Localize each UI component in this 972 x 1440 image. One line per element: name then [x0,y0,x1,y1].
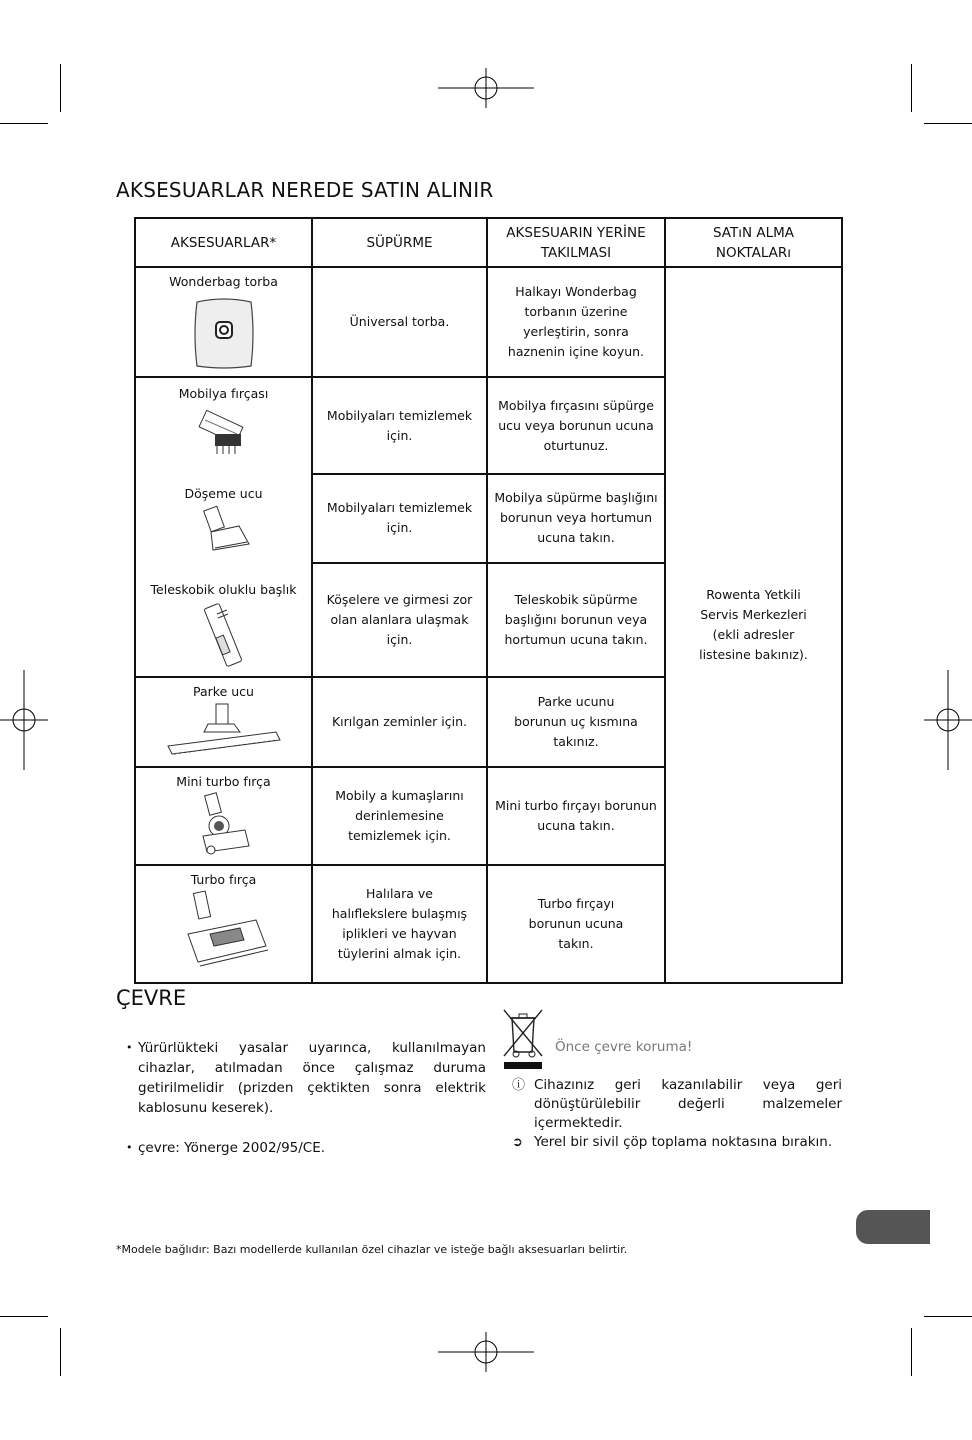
use-cell: Mobilyaları temizlemek için. [312,377,487,474]
arrow-right-icon: ➲ [512,1135,523,1150]
action-text: Yerel bir sivil çöp toplama noktasına bırakın. [534,1134,833,1150]
fit-cell: Turbo fırçayı borunun ucuna takın. [487,865,665,983]
info-icon: ⓘ [512,1078,526,1093]
use-cell: Halılara ve halıflekslere bulaşmış iplikleri ve hayvan tüylerini almak için. [312,865,487,983]
wonderbag-icon [189,298,259,370]
page-title: AKSESUARLAR NEREDE SATIN ALINIR [116,178,494,202]
accessory-cell [135,377,312,677]
header-accessories: AKSESUARLAR* [135,218,312,267]
fit-cell: Teleskobik süpürme başlığını borunun veya hortumun ucuna takın. [487,563,665,677]
registration-mark-icon [0,670,48,770]
fit-cell: Parke ucunu borunun uç kısmına takınız. [487,677,665,767]
accessories-table [134,217,843,984]
environment-list [126,1038,486,1158]
info-text: Cihazınız geri kazanılabilir veya geri dönüştürülebilir değerli malzemeler içermektedir. [534,1077,842,1131]
accessory-name: Mobilya fırçası [178,386,269,401]
list-item: • çevre: Yönerge 2002/95/CE. [126,1138,486,1158]
registration-mark-icon [924,670,972,770]
use-cell: Kırılgan zeminler için. [312,677,487,767]
action-row [512,1133,842,1152]
crop-mark [911,1328,912,1376]
crevice-tool-icon [189,600,259,670]
accessory-cell [135,267,312,377]
table-row [135,267,842,377]
fit-cell: Mobilya fırçasını süpürge ucu veya borunun ucuna oturtunuz. [487,377,665,474]
accessory-cell [135,767,312,865]
accessory-cell [135,865,312,983]
accessory-name: Turbo fırça [190,872,257,887]
accessory-cell [135,677,312,767]
use-cell: Üniversal torba. [312,267,487,377]
weee-bin-icon [502,1008,544,1070]
accessory-name: Parke ucu [193,684,254,699]
use-cell: Mobilyaları temizlemek için. [312,474,487,562]
crop-mark [911,64,912,112]
use-cell: Mobily a kumaşlarını derinlemesine temizlemek için. [312,767,487,865]
crop-mark [0,123,48,124]
parquet-brush-icon [164,702,284,760]
footnote: *Modele bağlıdır: Bazı modellerde kullanılan özel cihazlar ve isteğe bağlı aksesuarları belirtir. [116,1243,628,1256]
recycling-info [512,1076,842,1152]
fit-cell: Mini turbo fırçayı borunun ucuna takın. [487,767,665,865]
registration-mark-icon [438,1332,534,1372]
furniture-brush-icon [189,404,259,464]
use-cell: Köşelere ve girmesi zor olan alanlara ulaşmak için. [312,563,487,677]
fit-cell: Halkayı Wonderbag torbanın üzerine yerleştirin, sonra haznenin içine koyun. [487,267,665,377]
mini-turbo-brush-icon [189,792,259,858]
crop-mark [0,1316,48,1317]
purchase-cell: Rowenta Yetkili Servis Merkezleri (ekli adresler listesine bakınız). [665,267,842,983]
header-fitting: AKSESUARIN YERİNE TAKILMASI [487,218,665,267]
header-cleaning: SÜPÜRME [312,218,487,267]
environment-protection-label: Önce çevre koruma! [555,1039,693,1055]
crop-mark [60,1328,61,1376]
info-row [512,1076,842,1133]
accessory-name: Döşeme ucu [184,486,263,501]
page-tab-marker [856,1210,930,1244]
crop-mark [924,1316,972,1317]
accessory-name: Wonderbag torba [169,274,278,289]
table-header-row [135,218,842,267]
crop-mark [924,123,972,124]
header-purchase: SATıN ALMA NOKTALARı [665,218,842,267]
crop-mark [60,64,61,112]
upholstery-nozzle-icon [189,504,259,560]
fit-cell: Mobilya süpürme başlığını borunun veya hortumun ucuna takın. [487,474,665,562]
environment-title: ÇEVRE [116,986,187,1010]
accessory-name: Mini turbo fırça [176,774,271,789]
registration-mark-icon [438,68,534,108]
accessory-name: Teleskobik oluklu başlık [150,582,297,597]
list-item: • Yürürlükteki yasalar uyarınca, kullanılmayan cihazlar, atılmadan önce çalışmaz duruma getirilmelidir (prizden çektikten sonra elektrik kablosunu keserek). [126,1038,486,1118]
turbo-brush-icon [174,890,274,976]
